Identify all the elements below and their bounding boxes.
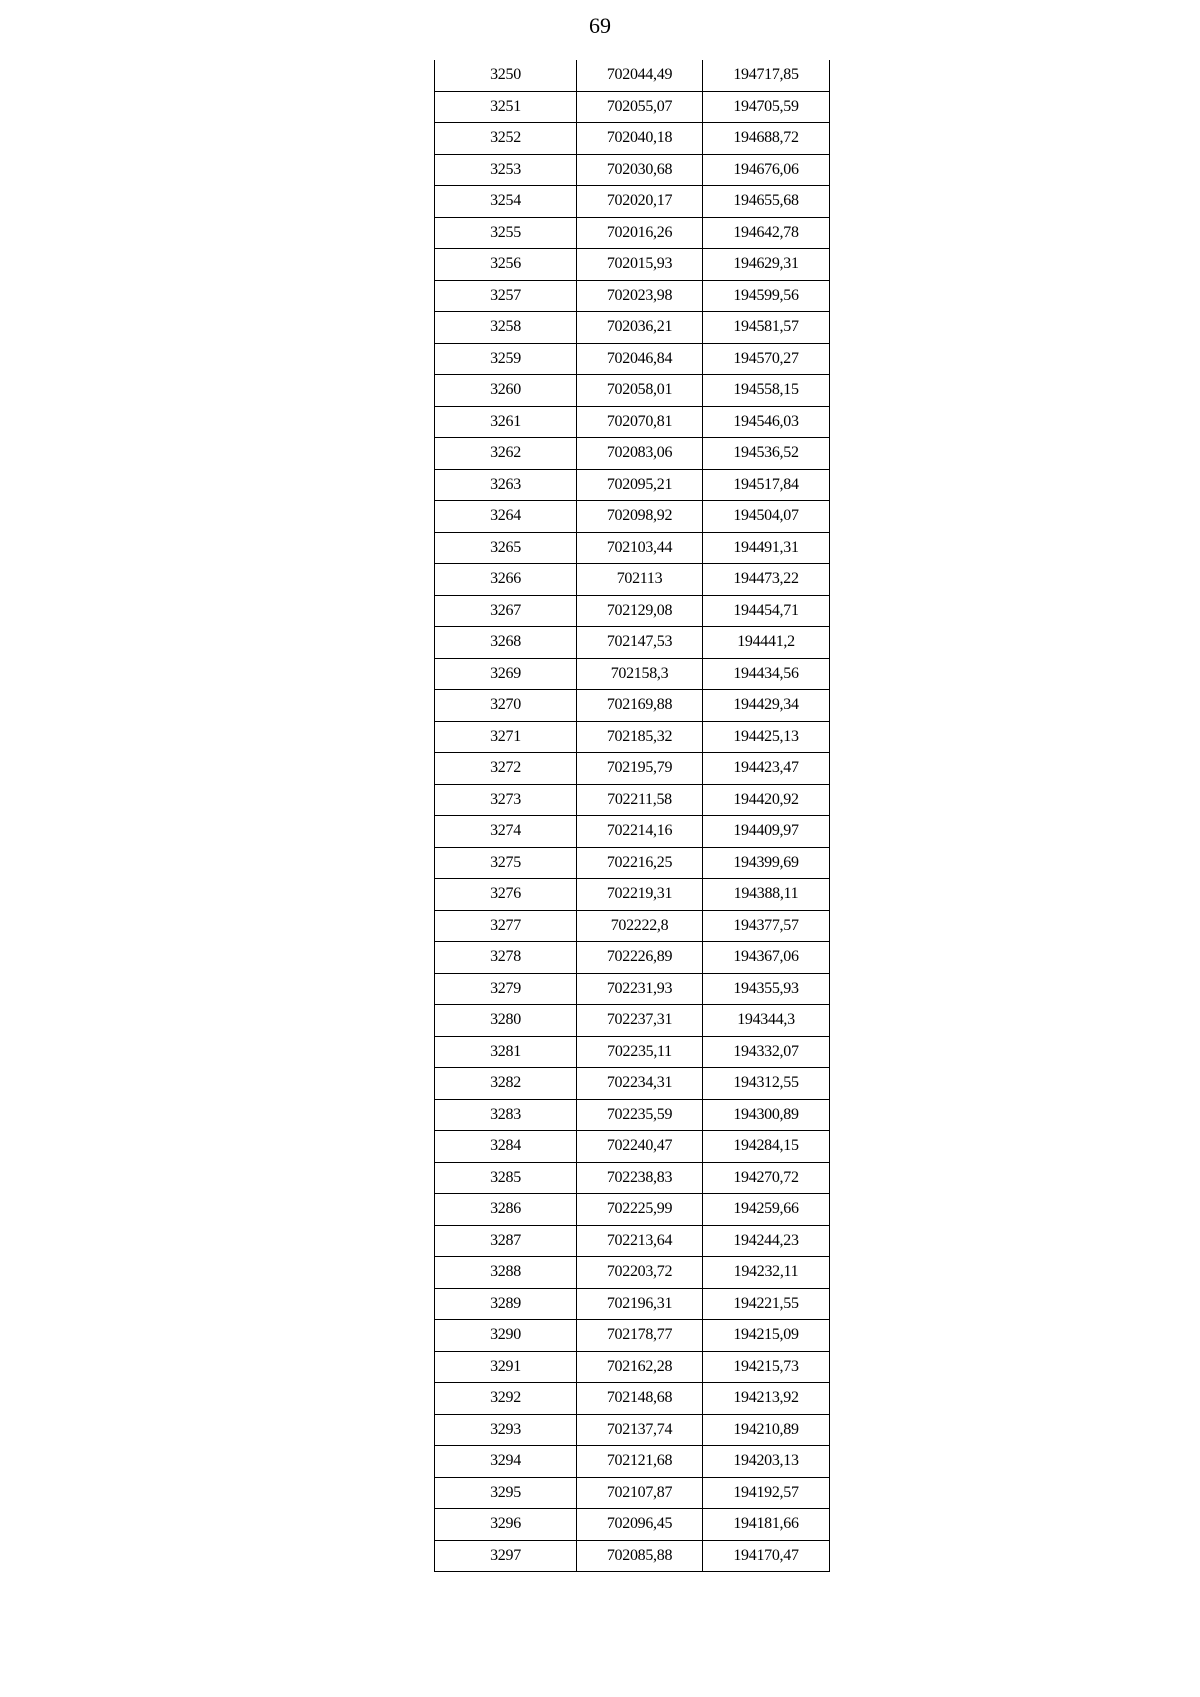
coordinates-table-body [435,60,830,1572]
x-coordinate-cell: 702225,99 [577,1194,703,1226]
x-coordinate-cell: 702222,8 [577,910,703,942]
point-number-cell: 3282 [435,1068,577,1100]
table-row [435,1257,830,1289]
point-number-cell: 3283 [435,1099,577,1131]
x-coordinate-cell: 702211,58 [577,784,703,816]
table-row [435,186,830,218]
table-row [435,973,830,1005]
y-coordinate-cell: 194655,68 [703,186,830,218]
table-row [435,501,830,533]
x-coordinate-cell: 702148,68 [577,1383,703,1415]
table-row [435,910,830,942]
table-row [435,1225,830,1257]
x-coordinate-cell: 702058,01 [577,375,703,407]
point-number-cell: 3263 [435,469,577,501]
table-row [435,312,830,344]
x-coordinate-cell: 702169,88 [577,690,703,722]
point-number-cell: 3260 [435,375,577,407]
point-number-cell: 3275 [435,847,577,879]
table-row [435,690,830,722]
x-coordinate-cell: 702129,08 [577,595,703,627]
y-coordinate-cell: 194454,71 [703,595,830,627]
point-number-cell: 3271 [435,721,577,753]
y-coordinate-cell: 194425,13 [703,721,830,753]
x-coordinate-cell: 702095,21 [577,469,703,501]
y-coordinate-cell: 194210,89 [703,1414,830,1446]
x-coordinate-cell: 702185,32 [577,721,703,753]
table-row [435,1383,830,1415]
point-number-cell: 3292 [435,1383,577,1415]
table-row [435,1351,830,1383]
coordinates-table [434,60,830,1572]
table-row [435,784,830,816]
point-number-cell: 3252 [435,123,577,155]
y-coordinate-cell: 194491,31 [703,532,830,564]
point-number-cell: 3261 [435,406,577,438]
x-coordinate-cell: 702238,83 [577,1162,703,1194]
y-coordinate-cell: 194420,92 [703,784,830,816]
x-coordinate-cell: 702178,77 [577,1320,703,1352]
point-number-cell: 3288 [435,1257,577,1289]
table-row [435,532,830,564]
y-coordinate-cell: 194642,78 [703,217,830,249]
point-number-cell: 3270 [435,690,577,722]
y-coordinate-cell: 194300,89 [703,1099,830,1131]
table-row [435,1131,830,1163]
y-coordinate-cell: 194504,07 [703,501,830,533]
point-number-cell: 3281 [435,1036,577,1068]
point-number-cell: 3256 [435,249,577,281]
x-coordinate-cell: 702158,3 [577,658,703,690]
point-number-cell: 3284 [435,1131,577,1163]
table-row [435,91,830,123]
y-coordinate-cell: 194221,55 [703,1288,830,1320]
point-number-cell: 3251 [435,91,577,123]
table-row [435,249,830,281]
x-coordinate-cell: 702240,47 [577,1131,703,1163]
y-coordinate-cell: 194215,09 [703,1320,830,1352]
table-row [435,1005,830,1037]
table-row [435,1288,830,1320]
x-coordinate-cell: 702085,88 [577,1540,703,1572]
x-coordinate-cell: 702098,92 [577,501,703,533]
y-coordinate-cell: 194688,72 [703,123,830,155]
x-coordinate-cell: 702046,84 [577,343,703,375]
y-coordinate-cell: 194705,59 [703,91,830,123]
table-row [435,217,830,249]
x-coordinate-cell: 702083,06 [577,438,703,470]
y-coordinate-cell: 194570,27 [703,343,830,375]
table-row [435,154,830,186]
y-coordinate-cell: 194599,56 [703,280,830,312]
table-row [435,753,830,785]
point-number-cell: 3295 [435,1477,577,1509]
x-coordinate-cell: 702030,68 [577,154,703,186]
y-coordinate-cell: 194581,57 [703,312,830,344]
point-number-cell: 3266 [435,564,577,596]
x-coordinate-cell: 702036,21 [577,312,703,344]
y-coordinate-cell: 194473,22 [703,564,830,596]
point-number-cell: 3255 [435,217,577,249]
y-coordinate-cell: 194213,92 [703,1383,830,1415]
point-number-cell: 3257 [435,280,577,312]
table-row [435,816,830,848]
table-row [435,406,830,438]
x-coordinate-cell: 702226,89 [577,942,703,974]
point-number-cell: 3297 [435,1540,577,1572]
y-coordinate-cell: 194181,66 [703,1509,830,1541]
point-number-cell: 3250 [435,60,577,91]
table-row [435,658,830,690]
y-coordinate-cell: 194270,72 [703,1162,830,1194]
table-row [435,1540,830,1572]
point-number-cell: 3262 [435,438,577,470]
table-row [435,595,830,627]
table-row [435,1036,830,1068]
y-coordinate-cell: 194284,15 [703,1131,830,1163]
table-row [435,1509,830,1541]
y-coordinate-cell: 194215,73 [703,1351,830,1383]
point-number-cell: 3291 [435,1351,577,1383]
x-coordinate-cell: 702023,98 [577,280,703,312]
point-number-cell: 3279 [435,973,577,1005]
y-coordinate-cell: 194367,06 [703,942,830,974]
point-number-cell: 3267 [435,595,577,627]
x-coordinate-cell: 702040,18 [577,123,703,155]
point-number-cell: 3276 [435,879,577,911]
y-coordinate-cell: 194423,47 [703,753,830,785]
point-number-cell: 3269 [435,658,577,690]
y-coordinate-cell: 194232,11 [703,1257,830,1289]
table-row [435,1099,830,1131]
table-row [435,1194,830,1226]
y-coordinate-cell: 194434,56 [703,658,830,690]
table-row [435,1320,830,1352]
table-row [435,375,830,407]
point-number-cell: 3290 [435,1320,577,1352]
point-number-cell: 3287 [435,1225,577,1257]
point-number-cell: 3285 [435,1162,577,1194]
x-coordinate-cell: 702219,31 [577,879,703,911]
point-number-cell: 3286 [435,1194,577,1226]
y-coordinate-cell: 194192,57 [703,1477,830,1509]
point-number-cell: 3254 [435,186,577,218]
y-coordinate-cell: 194441,2 [703,627,830,659]
point-number-cell: 3296 [435,1509,577,1541]
x-coordinate-cell: 702234,31 [577,1068,703,1100]
point-number-cell: 3253 [435,154,577,186]
x-coordinate-cell: 702162,28 [577,1351,703,1383]
y-coordinate-cell: 194244,23 [703,1225,830,1257]
y-coordinate-cell: 194203,13 [703,1446,830,1478]
x-coordinate-cell: 702231,93 [577,973,703,1005]
table-row [435,280,830,312]
x-coordinate-cell: 702121,68 [577,1446,703,1478]
x-coordinate-cell: 702044,49 [577,60,703,91]
table-row [435,847,830,879]
x-coordinate-cell: 702203,72 [577,1257,703,1289]
x-coordinate-cell: 702213,64 [577,1225,703,1257]
table-row [435,123,830,155]
y-coordinate-cell: 194546,03 [703,406,830,438]
y-coordinate-cell: 194312,55 [703,1068,830,1100]
x-coordinate-cell: 702147,53 [577,627,703,659]
table-row [435,343,830,375]
point-number-cell: 3268 [435,627,577,659]
table-row [435,1162,830,1194]
x-coordinate-cell: 702016,26 [577,217,703,249]
y-coordinate-cell: 194517,84 [703,469,830,501]
point-number-cell: 3258 [435,312,577,344]
table-row [435,1446,830,1478]
y-coordinate-cell: 194388,11 [703,879,830,911]
point-number-cell: 3294 [435,1446,577,1478]
x-coordinate-cell: 702235,11 [577,1036,703,1068]
y-coordinate-cell: 194259,66 [703,1194,830,1226]
x-coordinate-cell: 702107,87 [577,1477,703,1509]
table-row [435,1477,830,1509]
point-number-cell: 3289 [435,1288,577,1320]
table-row [435,60,830,91]
y-coordinate-cell: 194676,06 [703,154,830,186]
point-number-cell: 3278 [435,942,577,974]
x-coordinate-cell: 702020,17 [577,186,703,218]
point-number-cell: 3273 [435,784,577,816]
table-row [435,469,830,501]
y-coordinate-cell: 194377,57 [703,910,830,942]
x-coordinate-cell: 702055,07 [577,91,703,123]
y-coordinate-cell: 194717,85 [703,60,830,91]
x-coordinate-cell: 702113 [577,564,703,596]
x-coordinate-cell: 702196,31 [577,1288,703,1320]
x-coordinate-cell: 702214,16 [577,816,703,848]
point-number-cell: 3280 [435,1005,577,1037]
x-coordinate-cell: 702096,45 [577,1509,703,1541]
x-coordinate-cell: 702235,59 [577,1099,703,1131]
point-number-cell: 3259 [435,343,577,375]
table-row [435,1068,830,1100]
x-coordinate-cell: 702195,79 [577,753,703,785]
point-number-cell: 3277 [435,910,577,942]
y-coordinate-cell: 194429,34 [703,690,830,722]
point-number-cell: 3264 [435,501,577,533]
table-row [435,438,830,470]
table-row [435,627,830,659]
table-row [435,1414,830,1446]
page-number: 69 [589,13,611,38]
y-coordinate-cell: 194629,31 [703,249,830,281]
point-number-cell: 3265 [435,532,577,564]
y-coordinate-cell: 194409,97 [703,816,830,848]
x-coordinate-cell: 702216,25 [577,847,703,879]
point-number-cell: 3293 [435,1414,577,1446]
y-coordinate-cell: 194558,15 [703,375,830,407]
x-coordinate-cell: 702103,44 [577,532,703,564]
y-coordinate-cell: 194399,69 [703,847,830,879]
y-coordinate-cell: 194344,3 [703,1005,830,1037]
x-coordinate-cell: 702015,93 [577,249,703,281]
x-coordinate-cell: 702137,74 [577,1414,703,1446]
table-row [435,879,830,911]
table-row [435,942,830,974]
table-row [435,721,830,753]
point-number-cell: 3274 [435,816,577,848]
point-number-cell: 3272 [435,753,577,785]
x-coordinate-cell: 702070,81 [577,406,703,438]
x-coordinate-cell: 702237,31 [577,1005,703,1037]
y-coordinate-cell: 194332,07 [703,1036,830,1068]
y-coordinate-cell: 194355,93 [703,973,830,1005]
table-row [435,564,830,596]
y-coordinate-cell: 194170,47 [703,1540,830,1572]
y-coordinate-cell: 194536,52 [703,438,830,470]
